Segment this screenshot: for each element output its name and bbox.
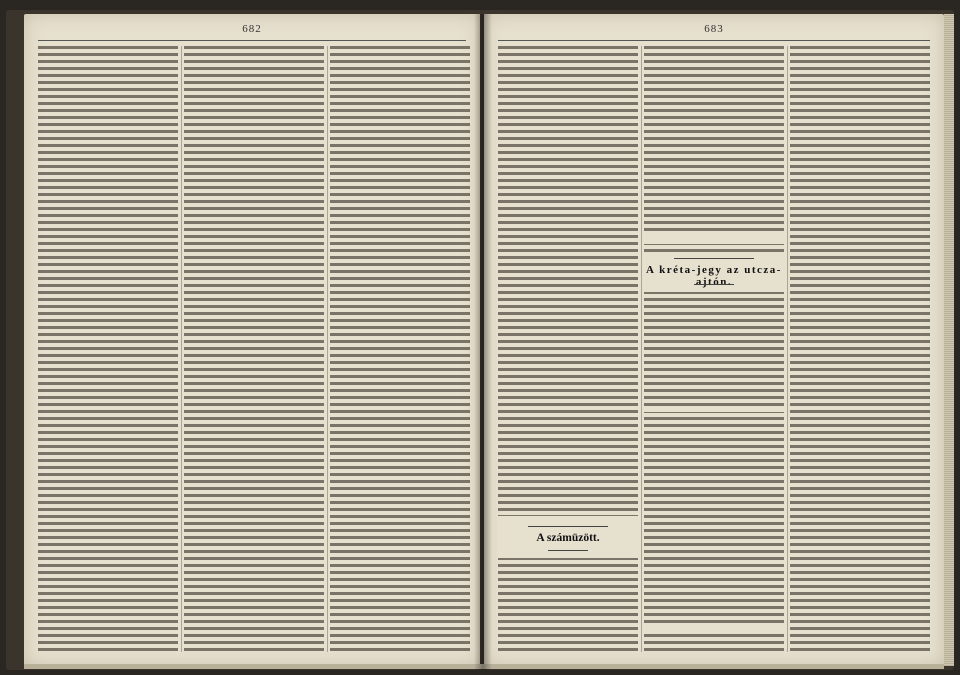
right-column-divider-1 [641, 46, 642, 652]
spine-shadow [474, 14, 492, 670]
left-column-3 [330, 46, 470, 652]
section-heading-exile: A számüzött. [498, 532, 638, 544]
section-break [498, 516, 638, 558]
right-column-2 [644, 46, 784, 652]
right-page-number: 683 [704, 23, 724, 35]
left-column-2 [184, 46, 324, 652]
right-column-3 [790, 46, 930, 652]
right-page [484, 14, 944, 666]
left-column-1 [38, 46, 178, 652]
left-header-rule [38, 40, 466, 41]
section-heading-chalk-mark: A kréta-jegy az utcza-ajtón. [644, 264, 784, 288]
left-column-divider-1 [181, 46, 182, 652]
left-column-divider-2 [327, 46, 328, 652]
page-edges [944, 14, 954, 666]
right-column-divider-2 [787, 46, 788, 652]
section-break [644, 252, 784, 292]
left-page-number: 682 [242, 23, 262, 35]
left-page [24, 14, 480, 666]
right-header-rule [498, 40, 930, 41]
right-column-1 [498, 46, 638, 652]
